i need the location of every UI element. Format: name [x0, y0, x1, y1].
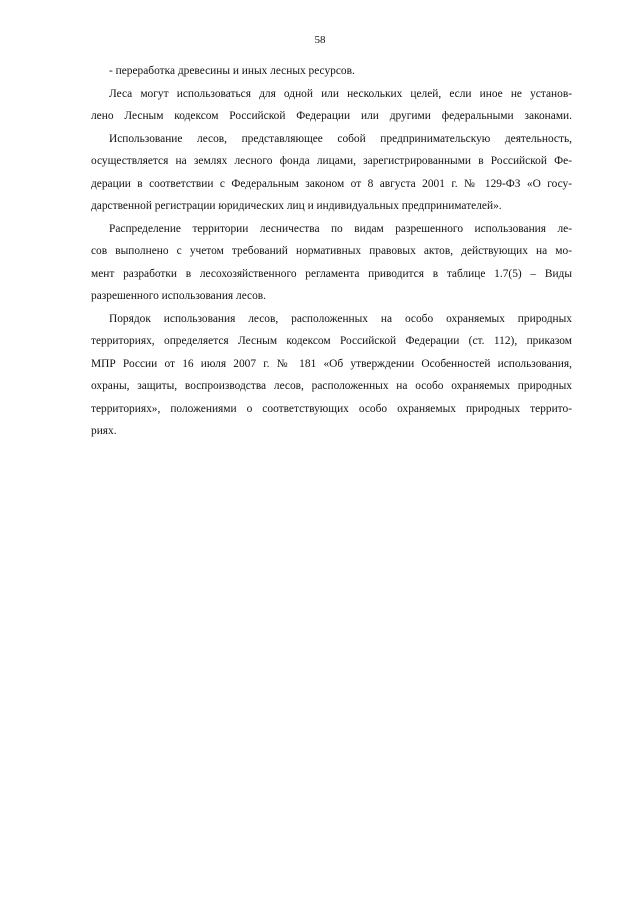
paragraph-line: мент разработки в лесохозяйственного регламента приводится в таблице 1.7(5) – Виды — [91, 267, 572, 280]
paragraph-line: Использование лесов, представляющее собой предпринимательскую деятельность, — [109, 132, 572, 145]
paragraph-line: территориях, определяется Лесным кодексом Российской Федерации (ст. 112), приказом — [91, 335, 572, 347]
paragraph-line: территориях», положениями о соответствующих особо охраняемых природных террито- — [91, 402, 572, 415]
page-number: 58 — [314, 34, 326, 46]
paragraph-line: осуществляется на землях лесного фонда лицами, зарегистрированными в Российской Фе- — [91, 155, 572, 167]
paragraph-1 — [91, 60, 572, 83]
paragraph-line: Порядок использования лесов, расположенных на особо охраняемых природных — [109, 312, 572, 325]
paragraph-line: дерации в соответствии с Федеральным законом от 8 августа 2001 г. № 129-ФЗ «О госу- — [91, 177, 572, 190]
paragraph-line: лено Лесным кодексом Российской Федерации или другими федеральными законами. — [91, 110, 572, 122]
paragraph-4 — [91, 218, 572, 308]
paragraph-line: разрешенного использования лесов. — [91, 290, 267, 302]
paragraph-line: риях. — [91, 425, 117, 437]
document-body — [91, 60, 572, 443]
paragraph-line: сов выполнено с учетом требований нормативных правовых актов, действующих на мо- — [91, 245, 572, 257]
paragraph-3 — [91, 128, 572, 218]
paragraph-line: дарственной регистрации юридических лиц и индивидуальных предпринимателей». — [91, 200, 502, 212]
paragraph-5 — [91, 308, 572, 443]
paragraph-line: Распределение территории лесничества по видам разрешенного использования ле- — [109, 222, 572, 235]
paragraph-line: МПР России от 16 июля 2007 г. № 181 «Об утверждении Особенностей использования, — [91, 357, 572, 370]
paragraph-line: Леса могут использоваться для одной или нескольких целей, если иное не установ- — [109, 87, 572, 100]
paragraph-line: - переработка древесины и иных лесных ресурсов. — [109, 65, 355, 77]
paragraph-line: охраны, защиты, воспроизводства лесов, расположенных на особо охраняемых природных — [91, 380, 572, 392]
paragraph-2 — [91, 83, 572, 128]
